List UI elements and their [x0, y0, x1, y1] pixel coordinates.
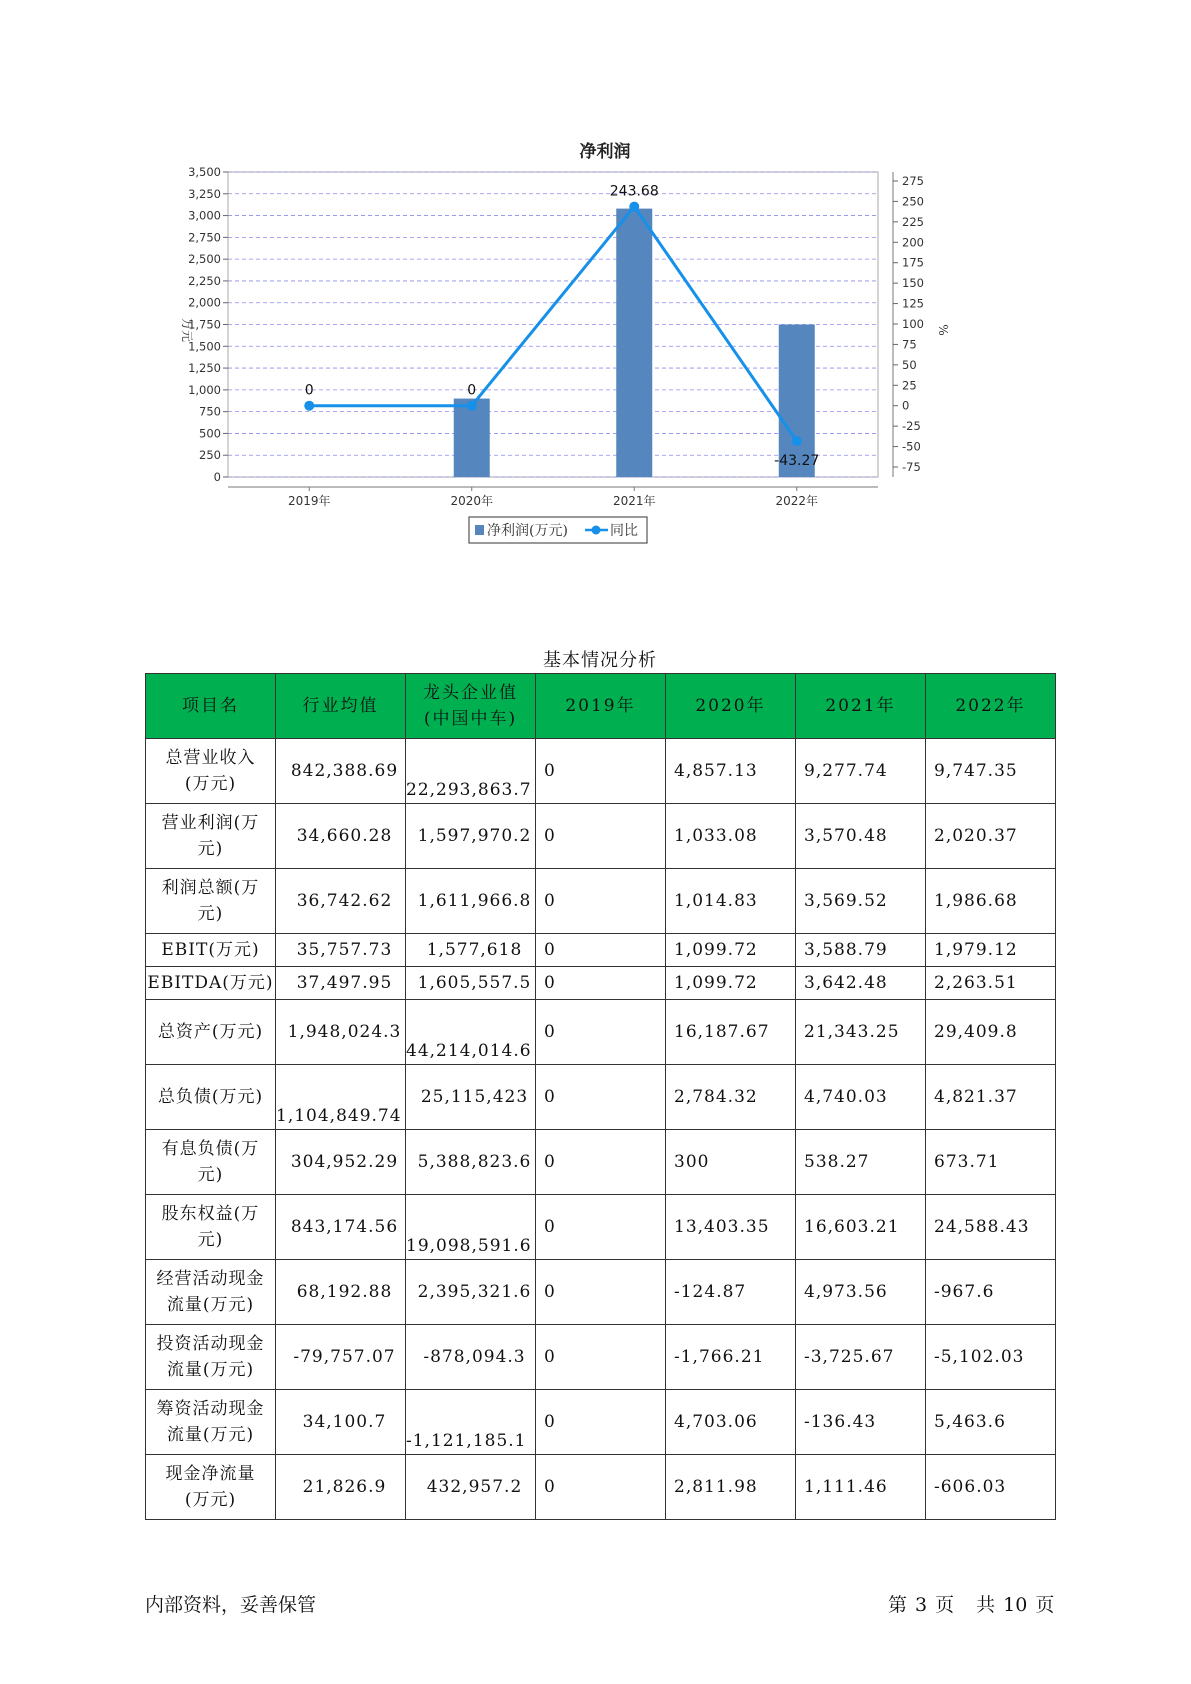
table-row — [146, 869, 1056, 934]
y-tick-label: 2,000 — [188, 295, 221, 310]
yoy-line — [309, 207, 797, 441]
table-cell: 44,214,014.6 — [406, 1000, 536, 1065]
table-cell: 1,605,557.5 — [406, 967, 536, 1000]
yoy-data-label: 243.68 — [609, 183, 659, 200]
column-header: 龙头企业值 (中国中车) — [406, 674, 536, 739]
table-cell: 1,104,849.74 — [276, 1065, 406, 1130]
table-caption: 基本情况分析 — [543, 650, 657, 671]
column-header: 项目名 — [146, 674, 276, 739]
y-axis-title: 万元 — [180, 317, 194, 343]
y2-axis-title: % — [936, 324, 950, 336]
x-tick-label: 2019年 — [287, 494, 331, 508]
table-cell: 0 — [536, 739, 666, 804]
row-label: 总资产(万元) — [146, 1000, 276, 1065]
table-cell: -5,102.03 — [926, 1325, 1056, 1390]
table-cell: 0 — [536, 1065, 666, 1130]
table-cell: 673.71 — [926, 1130, 1056, 1195]
page-number: 3 — [915, 1594, 928, 1616]
table-row — [146, 804, 1056, 869]
table-cell: 24,588.43 — [926, 1195, 1056, 1260]
y2-tick-label: 50 — [902, 357, 917, 372]
table-cell: 3,569.52 — [796, 869, 926, 934]
table-cell: 34,100.7 — [276, 1390, 406, 1455]
y-tick-label: 1,500 — [188, 339, 221, 354]
table-cell: -79,757.07 — [276, 1325, 406, 1390]
table-cell: 1,099.72 — [666, 967, 796, 1000]
table-cell: 0 — [536, 967, 666, 1000]
table-row — [146, 1455, 1056, 1520]
y2-tick-label: 275 — [902, 174, 924, 188]
table-cell: -3,725.67 — [796, 1325, 926, 1390]
chart-bars — [454, 209, 815, 477]
table-row — [146, 1390, 1056, 1455]
table-cell: -967.6 — [926, 1260, 1056, 1325]
table-cell: 68,192.88 — [276, 1260, 406, 1325]
table-cell: 0 — [536, 1390, 666, 1455]
yoy-point — [629, 202, 639, 212]
table-cell: -124.87 — [666, 1260, 796, 1325]
yoy-point — [304, 401, 314, 411]
row-label: 股东权益(万 元) — [146, 1195, 276, 1260]
table-row — [146, 1065, 1056, 1130]
table-cell: 0 — [536, 869, 666, 934]
table-cell: 842,388.69 — [276, 739, 406, 804]
table-cell: -606.03 — [926, 1455, 1056, 1520]
y-tick-label: 3,000 — [188, 208, 221, 223]
table-cell: -878,094.3 — [406, 1325, 536, 1390]
table-cell: 29,409.8 — [926, 1000, 1056, 1065]
table-cell: 0 — [536, 1000, 666, 1065]
table-cell: 34,660.28 — [276, 804, 406, 869]
y2-tick-label: 150 — [902, 276, 924, 291]
table-cell: 1,014.83 — [666, 869, 796, 934]
table-cell: 1,577,618 — [406, 934, 536, 967]
y-tick-label: 250 — [199, 448, 221, 463]
table-cell: 2,811.98 — [666, 1455, 796, 1520]
net-profit-bar — [616, 209, 652, 477]
table-cell: 0 — [536, 1195, 666, 1260]
yoy-point — [467, 401, 477, 411]
table-cell: 4,857.13 — [666, 739, 796, 804]
table-cell: 432,957.2 — [406, 1455, 536, 1520]
chart-labels — [305, 184, 820, 469]
total-pages: 10 — [1003, 1594, 1028, 1616]
table-cell: 21,343.25 — [796, 1000, 926, 1065]
table-cell: 16,603.21 — [796, 1195, 926, 1260]
row-label: 投资活动现金 流量(万元) — [146, 1325, 276, 1390]
footer-confidential-note: 内部资料，妥善保管 — [145, 1594, 317, 1616]
table-row — [146, 1000, 1056, 1065]
row-label: EBIT(万元) — [146, 934, 276, 967]
table-cell: 843,174.56 — [276, 1195, 406, 1260]
table-row — [146, 1260, 1056, 1325]
page-prefix: 第 — [888, 1594, 908, 1616]
basic-analysis-table — [145, 673, 1056, 1520]
y2-tick-label: -50 — [902, 439, 921, 454]
table-cell: 35,757.73 — [276, 934, 406, 967]
table-cell: 0 — [536, 934, 666, 967]
x-tick-label: 2021年 — [612, 494, 656, 508]
row-label: EBITDA(万元) — [146, 967, 276, 1000]
table-cell: 0 — [536, 1325, 666, 1390]
y2-tick-label: 75 — [902, 337, 917, 352]
y-tick-label: 500 — [199, 426, 221, 441]
table-cell: 2,020.37 — [926, 804, 1056, 869]
table-cell: -1,766.21 — [666, 1325, 796, 1390]
y2-tick-label: 100 — [902, 317, 924, 331]
legend-bar-label: 净利润(万元) — [487, 523, 568, 539]
table-cell: 1,099.72 — [666, 934, 796, 967]
table-row — [146, 1130, 1056, 1195]
table-row — [146, 1195, 1056, 1260]
yoy-data-label: -43.27 — [774, 453, 820, 470]
y-tick-label: 1,750 — [188, 317, 221, 332]
row-label: 有息负债(万 元) — [146, 1130, 276, 1195]
total-unit: 页 — [1035, 1594, 1055, 1616]
y2-tick-label: -25 — [902, 419, 921, 434]
y-tick-label: 2,250 — [188, 273, 221, 288]
chart-title: 净利润 — [579, 142, 631, 162]
table-cell: 2,395,321.6 — [406, 1260, 536, 1325]
y-tick-label: 3,250 — [188, 186, 221, 201]
table-cell: -136.43 — [796, 1390, 926, 1455]
y-tick-label: 1,000 — [188, 382, 221, 397]
y-tick-label: 2,500 — [188, 252, 221, 267]
chart-legend — [469, 517, 647, 543]
table-cell: 4,740.03 — [796, 1065, 926, 1130]
y-tick-label: 1,250 — [188, 361, 221, 376]
row-label: 营业利润(万 元) — [146, 804, 276, 869]
table-cell: 0 — [536, 804, 666, 869]
legend-bar-swatch — [475, 525, 484, 535]
y-tick-label: 3,500 — [188, 165, 221, 179]
y2-tick-label: 175 — [902, 255, 924, 270]
table-cell: 0 — [536, 1455, 666, 1520]
footer-page-info — [888, 1590, 1062, 1617]
table-cell: 300 — [666, 1130, 796, 1195]
table-cell: 22,293,863.7 — [406, 739, 536, 804]
y-tick-label: 0 — [213, 470, 221, 484]
column-header: 2021年 — [796, 674, 926, 739]
y2-tick-label: -75 — [902, 460, 921, 474]
row-label: 总营业收入 (万元) — [146, 739, 276, 804]
table-cell: 2,784.32 — [666, 1065, 796, 1130]
table-cell: 3,570.48 — [796, 804, 926, 869]
table-row — [146, 739, 1056, 804]
table-cell: 1,033.08 — [666, 804, 796, 869]
table-cell: 37,497.95 — [276, 967, 406, 1000]
table-header-row — [146, 674, 1056, 739]
column-header: 2020年 — [666, 674, 796, 739]
table-cell: 0 — [536, 1130, 666, 1195]
table-cell: 4,703.06 — [666, 1390, 796, 1455]
table-cell: 4,973.56 — [796, 1260, 926, 1325]
table-cell: 1,986.68 — [926, 869, 1056, 934]
table-row — [146, 1325, 1056, 1390]
y2-tick-label: 225 — [902, 214, 924, 229]
table-cell: 3,642.48 — [796, 967, 926, 1000]
x-tick-label: 2022年 — [775, 494, 819, 508]
yoy-data-label: 0 — [304, 382, 314, 399]
table-row — [146, 934, 1056, 967]
table-cell: 4,821.37 — [926, 1065, 1056, 1130]
yoy-data-label: 0 — [467, 382, 477, 399]
table-cell: 5,388,823.6 — [406, 1130, 536, 1195]
table-cell: 1,948,024.3 — [276, 1000, 406, 1065]
chart-line — [304, 202, 802, 446]
table-cell: 9,747.35 — [926, 739, 1056, 804]
row-label: 经营活动现金 流量(万元) — [146, 1260, 276, 1325]
y2-tick-label: 0 — [902, 398, 910, 413]
table-cell: 3,588.79 — [796, 934, 926, 967]
column-header: 行业均值 — [276, 674, 406, 739]
row-label: 总负债(万元) — [146, 1065, 276, 1130]
table-cell: -1,121,185.1 — [406, 1390, 536, 1455]
x-tick-label: 2020年 — [450, 494, 494, 508]
y-tick-label: 750 — [199, 404, 221, 419]
total-prefix: 共 — [976, 1594, 996, 1616]
table-cell: 13,403.35 — [666, 1195, 796, 1260]
table-cell: 538.27 — [796, 1130, 926, 1195]
row-label: 筹资活动现金 流量(万元) — [146, 1390, 276, 1455]
y2-tick-label: 200 — [902, 235, 924, 250]
y2-tick-label: 250 — [902, 194, 924, 209]
table-cell: 19,098,591.6 — [406, 1195, 536, 1260]
table-cell: 0 — [536, 1260, 666, 1325]
table-cell: 1,111.46 — [796, 1455, 926, 1520]
table-cell: 1,611,966.8 — [406, 869, 536, 934]
y2-tick-label: 25 — [902, 378, 917, 393]
table-row — [146, 967, 1056, 1000]
net-profit-chart — [170, 130, 1030, 600]
page-unit: 页 — [935, 1594, 955, 1616]
table-cell: 5,463.6 — [926, 1390, 1056, 1455]
yoy-point — [792, 436, 802, 446]
row-label: 现金净流量 (万元) — [146, 1455, 276, 1520]
column-header: 2019年 — [536, 674, 666, 739]
legend-line-label: 同比 — [610, 523, 638, 539]
table-cell: 2,263.51 — [926, 967, 1056, 1000]
y-tick-label: 2,750 — [188, 230, 221, 245]
table-cell: 36,742.62 — [276, 869, 406, 934]
table-cell: 16,187.67 — [666, 1000, 796, 1065]
legend-line-marker — [592, 526, 601, 535]
table-cell: 9,277.74 — [796, 739, 926, 804]
table-cell: 304,952.29 — [276, 1130, 406, 1195]
column-header: 2022年 — [926, 674, 1056, 739]
table-cell: 1,979.12 — [926, 934, 1056, 967]
table-cell: 21,826.9 — [276, 1455, 406, 1520]
table-cell: 25,115,423 — [406, 1065, 536, 1130]
row-label: 利润总额(万 元) — [146, 869, 276, 934]
table-cell: 1,597,970.2 — [406, 804, 536, 869]
y2-tick-label: 125 — [902, 296, 924, 311]
